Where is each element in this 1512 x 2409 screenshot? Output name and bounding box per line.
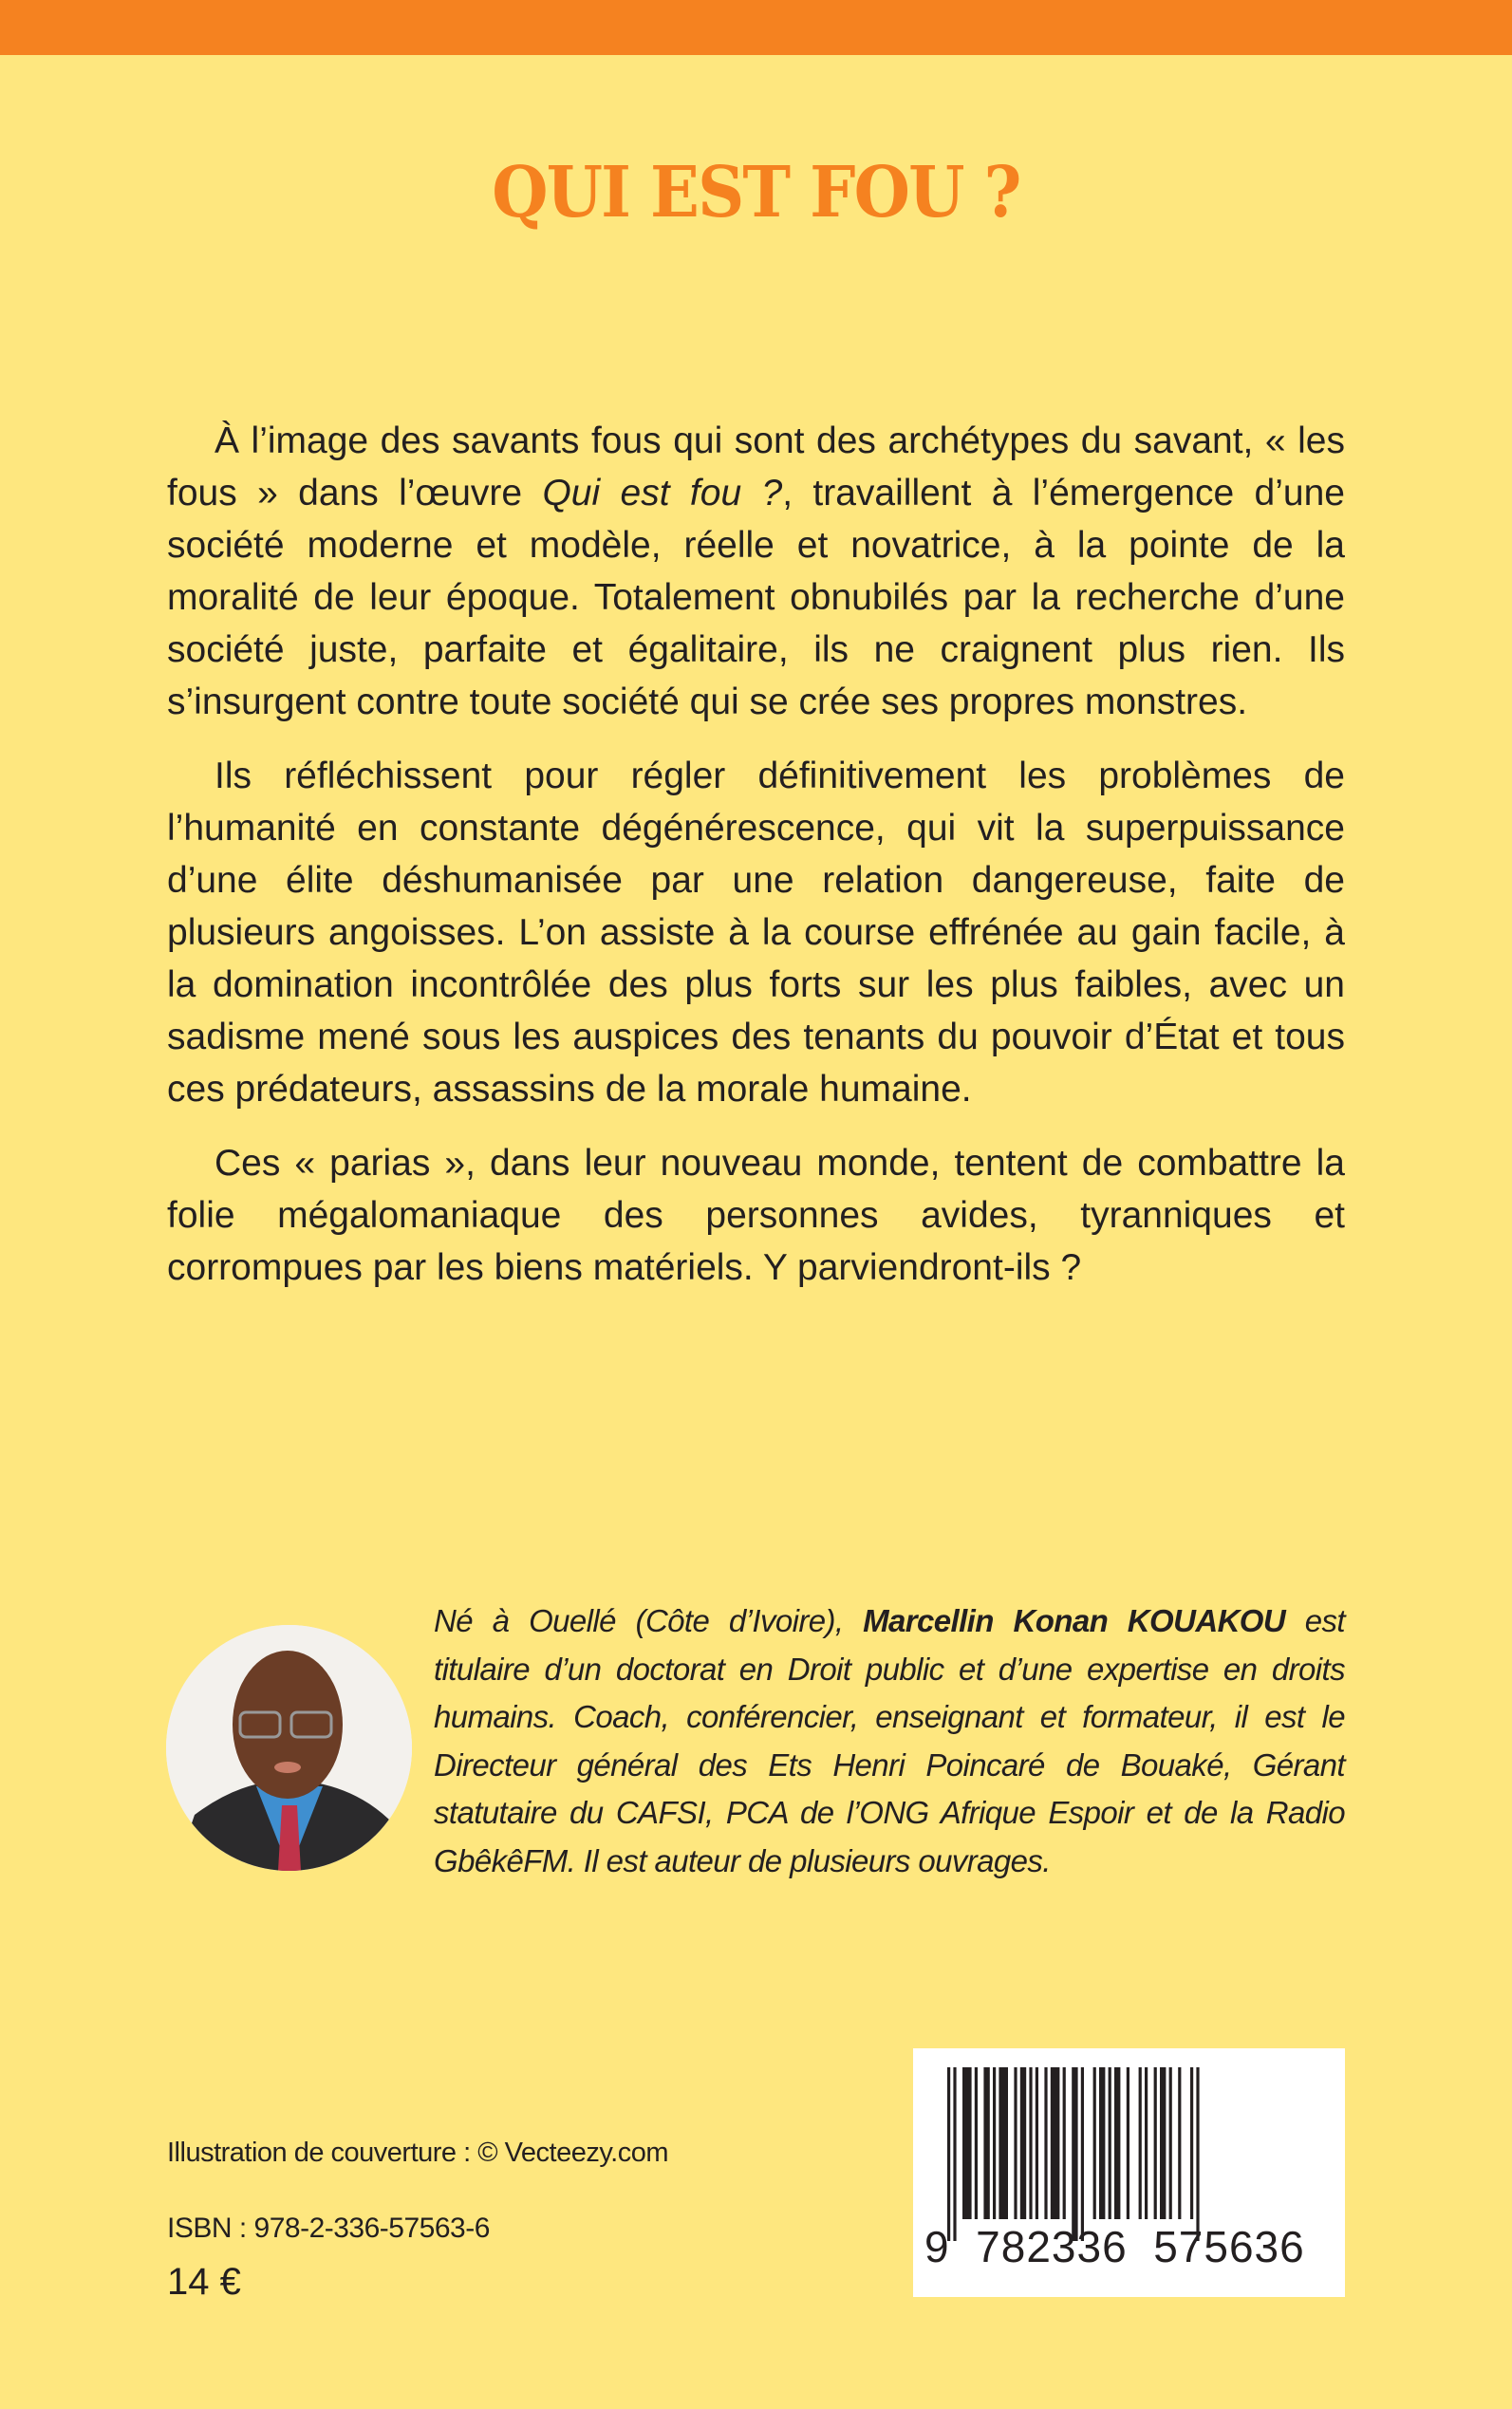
author-photo	[166, 1625, 412, 1871]
barcode-bar	[1036, 2067, 1038, 2219]
book-title: QUI EST FOU ?	[492, 152, 1020, 233]
barcode-bar	[1145, 2067, 1148, 2219]
barcode-bar	[1154, 2067, 1157, 2219]
isbn: ISBN : 978-2-336-57563-6	[167, 2213, 490, 2244]
barcode-bar	[993, 2067, 996, 2219]
barcode-bar	[1029, 2067, 1032, 2219]
barcode-bar	[1020, 2067, 1026, 2219]
blurb-paragraph-2: Ils réfléchissent pour régler définitivement les problèmes de l’humanité en constante dégénérescence, qui vit la superpuissance d’une élite déshumanisée par une relation dangereuse, faite de plusieurs angoisses. L’on assiste à la course effrénée au gain facile, à la domination incontrôlée des plus forts sur les plus faibles, avec un sadisme mené sous les auspices des tenants du pouvoir d’État et tous ces prédateurs, assassins de la morale humaine.	[167, 756, 1345, 1110]
barcode-bar	[1044, 2067, 1047, 2219]
barcode-bar	[953, 2067, 956, 2241]
barcode-bar	[947, 2067, 950, 2241]
barcode-bar	[1127, 2067, 1129, 2219]
barcode-bar	[1063, 2067, 1066, 2219]
barcode-bar	[1190, 2067, 1193, 2219]
barcode-bar	[1196, 2067, 1199, 2241]
barcode-bar	[983, 2067, 989, 2219]
author-bio: Né à Ouellé (Côte d’Ivoire), Marcellin Konan KOUAKOU est titulaire d’un doctorat en Droit public et d’une expertise en droits humains. Coach, conférencier, enseignant et formateur, il est le Directeur général des Ets Henri Poincaré de Bouaké, Gérant statutaire du CAFSI, PCA de l’ONG Afrique Espoir et de la Radio GbêkêFM. Il est auteur de plusieurs ouvrages.	[434, 1603, 1346, 1878]
barcode-bar	[975, 2067, 978, 2219]
barcode-bar	[1109, 2067, 1111, 2219]
barcode	[913, 2048, 1345, 2297]
barcode-digits: 9 782336 575636	[924, 2222, 1305, 2271]
barcode-bar	[1139, 2067, 1142, 2219]
barcode-bar	[1081, 2067, 1084, 2241]
barcode-bar	[1099, 2067, 1105, 2219]
blurb-paragraph-1: À l’image des savants fous qui sont des archétypes du savant, « les fous » dans l’œuvre Qui est fou ?, travaillent à l’émergence d’une société moderne et modèle, réelle et novatrice, à la pointe de la moralité de leur époque. Totalement obnubilés par la recherche d’une société juste, parfaite et égalitaire, ils ne craignent plus rien. Ils s’insurgent contre toute société qui se crée ses propres monstres.	[167, 420, 1345, 722]
barcode-bar	[999, 2067, 1008, 2219]
barcode-bar	[1160, 2067, 1166, 2219]
barcode-bar	[962, 2067, 972, 2219]
barcode-bar	[1178, 2067, 1181, 2219]
top-orange-band	[0, 0, 1512, 55]
barcode-bar	[1114, 2067, 1120, 2219]
price: 14 €	[167, 2261, 241, 2303]
blurb-paragraph-3: Ces « parias », dans leur nouveau monde, tentent de combattre la folie mégalomaniaque des personnes avides, tyranniques et corrompues par les biens matériels. Y parviendront-ils ?	[167, 1143, 1345, 1288]
barcode-bar	[1093, 2067, 1096, 2219]
barcode-bar	[1014, 2067, 1017, 2219]
author-name: Marcellin Konan KOUAKOU	[863, 1603, 1286, 1638]
cover-credit: Illustration de couverture : © Vecteezy.com	[167, 2138, 669, 2168]
barcode-bar	[1072, 2067, 1077, 2241]
barcode-bar	[1051, 2067, 1060, 2219]
blurb	[167, 415, 1345, 1316]
barcode-bar	[1169, 2067, 1172, 2219]
